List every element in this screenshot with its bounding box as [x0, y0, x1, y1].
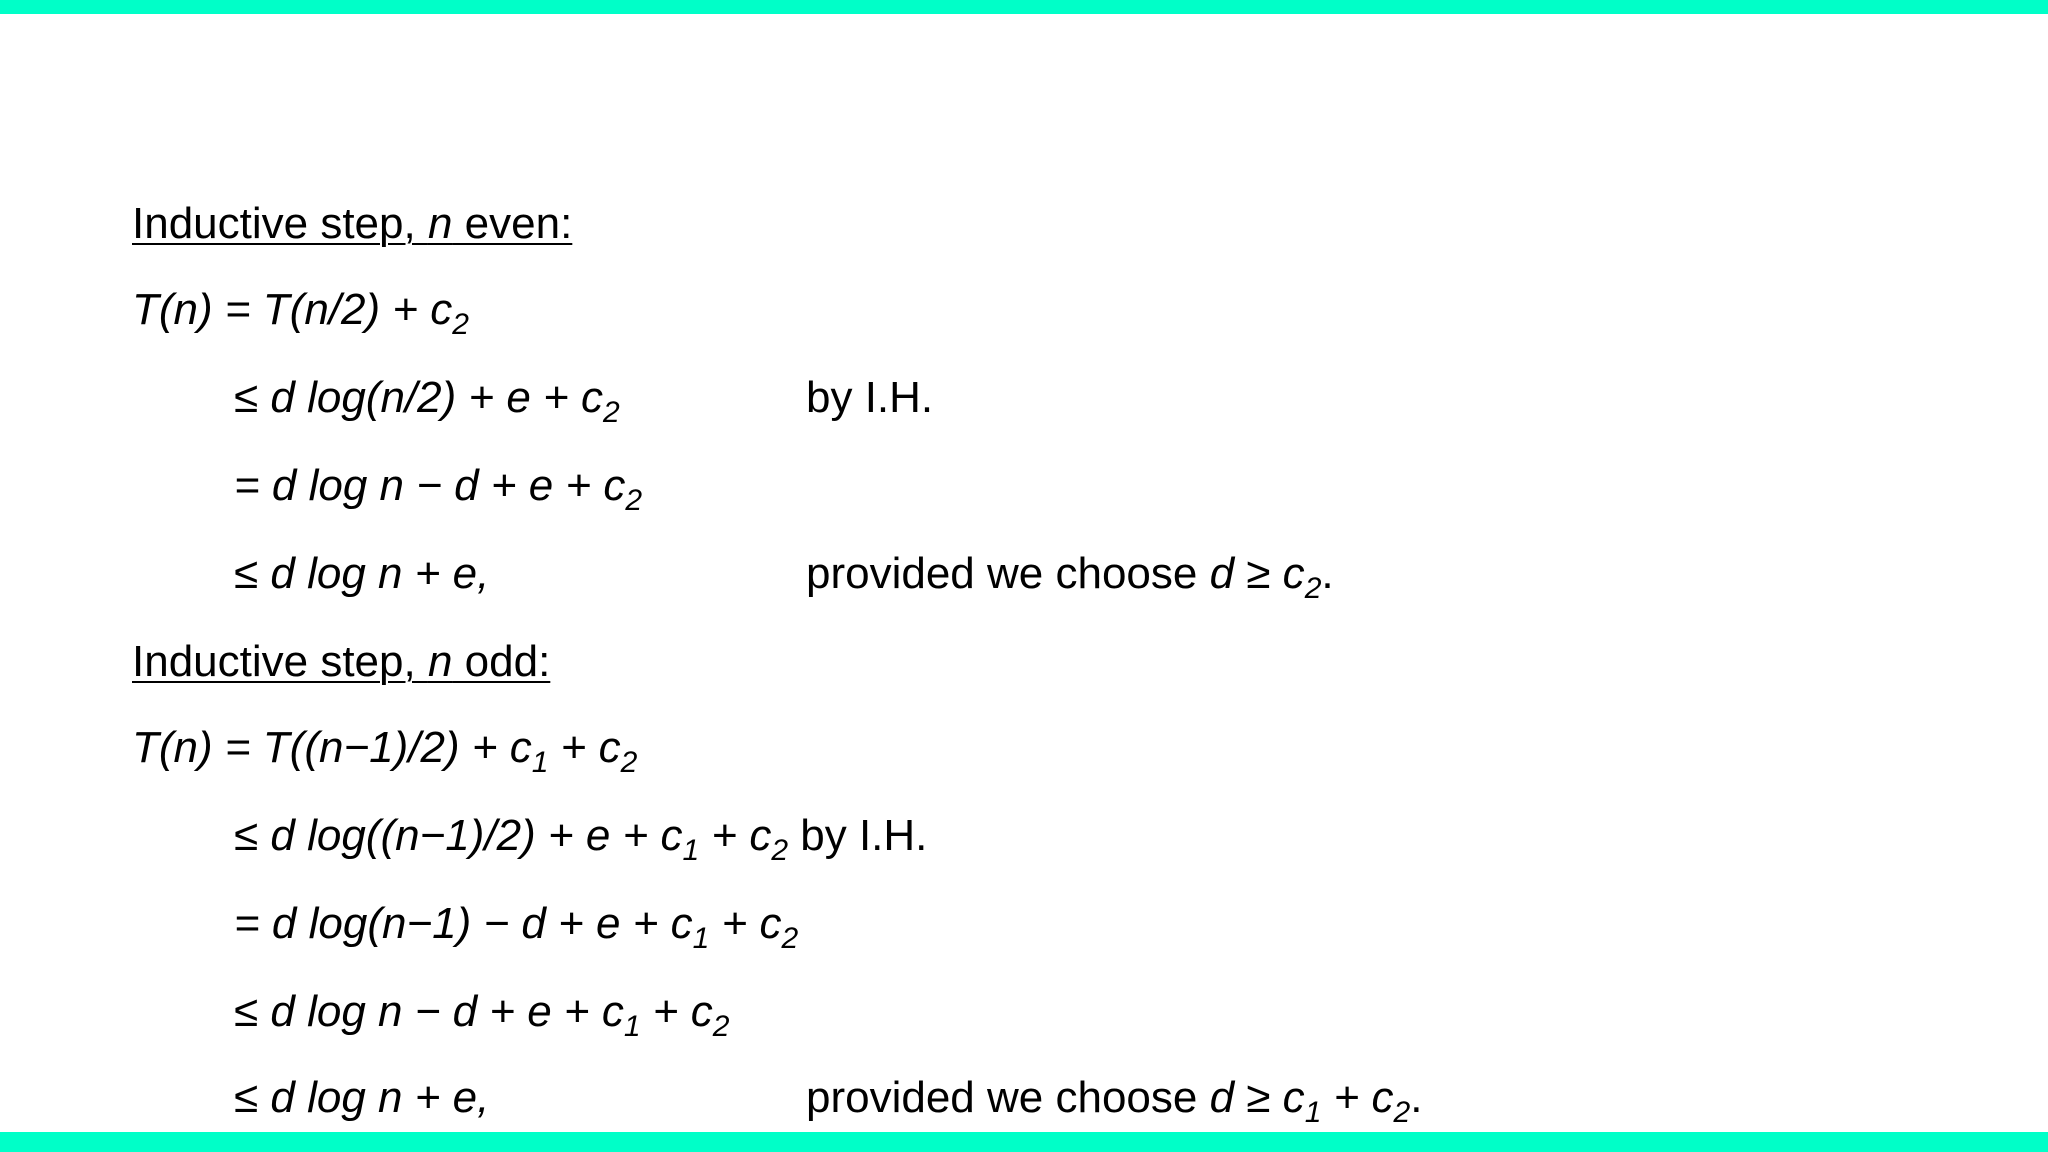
math-expression: ≥ c [1234, 1073, 1305, 1122]
math-expression: ≤ d log((n−1)/2) + e + c [234, 811, 683, 860]
math-expression: ≥ c [1234, 549, 1305, 598]
odd-step-2 [234, 898, 799, 955]
top-accent-bar [0, 0, 2048, 14]
justification-text: provided we choose [806, 549, 1210, 598]
math-expression: + c [548, 723, 621, 772]
math-expression: T(n) = T((n−1)/2) + c [132, 723, 532, 772]
even-step-1 [234, 372, 620, 429]
odd-step-3 [234, 986, 730, 1043]
heading-text: Inductive step, [132, 199, 428, 248]
subscript: 1 [1304, 1096, 1322, 1129]
justification-text: by I.H. [806, 373, 934, 422]
math-expression: = d log n − d + e + c [234, 461, 626, 510]
even-step-3 [234, 548, 489, 600]
heading-variable: n [427, 199, 453, 248]
bottom-accent-bar [0, 1132, 2048, 1152]
math-expression: + c [1321, 1073, 1394, 1122]
subscript: 2 [620, 746, 638, 779]
math-expression: + c [699, 811, 772, 860]
math-variable: d [1209, 549, 1235, 598]
heading-text: odd: [452, 637, 551, 686]
subscript: 2 [452, 308, 469, 341]
math-expression: ≤ d log(n/2) + e + c [234, 373, 604, 422]
even-case-heading [132, 198, 572, 250]
even-step-2 [234, 460, 643, 517]
heading-text: even: [452, 199, 573, 248]
odd-note-condition [806, 1072, 1423, 1129]
math-expression: = d log(n−1) − d + e + c [234, 899, 693, 948]
subscript: 2 [712, 1010, 730, 1043]
math-expression: ≤ d log n + e, [234, 549, 490, 598]
subscript: 2 [771, 834, 789, 867]
math-expression: + c [640, 987, 713, 1036]
odd-step-1 [234, 810, 928, 867]
subscript: 1 [682, 834, 700, 867]
punctuation: . [1410, 1073, 1423, 1122]
subscript: 2 [1393, 1096, 1411, 1129]
subscript: 2 [1304, 572, 1322, 605]
odd-step-4 [234, 1072, 489, 1124]
justification-text: provided we choose [806, 1073, 1210, 1122]
odd-recurrence-line [132, 722, 638, 779]
subscript: 1 [531, 746, 549, 779]
punctuation: . [1321, 549, 1334, 598]
subscript: 1 [692, 922, 710, 955]
subscript: 2 [603, 396, 620, 429]
even-note-ih [806, 372, 933, 424]
subscript: 2 [781, 922, 799, 955]
math-expression: + c [709, 899, 782, 948]
math-expression: ≤ d log n + e, [234, 1073, 490, 1122]
justification-text: by I.H. [788, 811, 928, 860]
math-expression: ≤ d log n − d + e + c [234, 987, 624, 1036]
subscript: 2 [625, 484, 643, 517]
math-variable: d [1209, 1073, 1235, 1122]
math-expression: T(n) = T(n/2) + c [132, 285, 453, 334]
heading-variable: n [427, 637, 453, 686]
odd-case-heading [132, 636, 550, 688]
subscript: 1 [623, 1010, 641, 1043]
even-note-condition [806, 548, 1334, 605]
heading-text: Inductive step, [132, 637, 428, 686]
even-recurrence-line [132, 284, 469, 341]
